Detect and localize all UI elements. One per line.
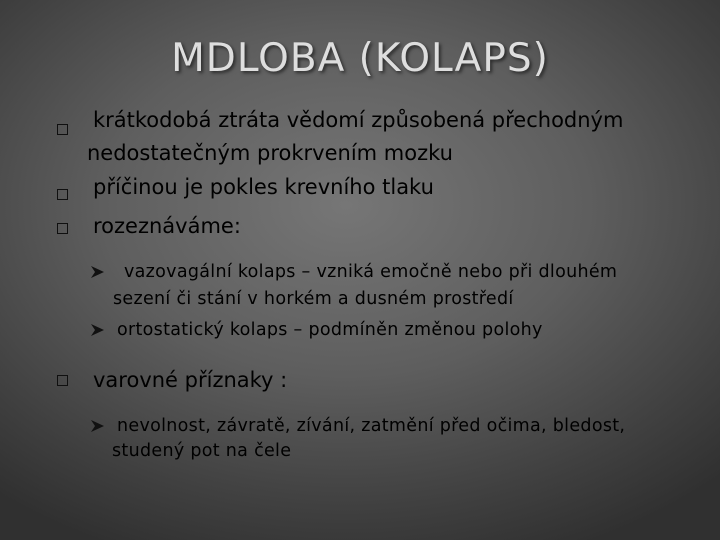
bullet-text: krátkodobá ztráta vědomí způsobená přechodným bbox=[93, 108, 624, 132]
sub-bullet-text: sezení či stání v horkém a dusném prostředí bbox=[113, 289, 514, 309]
sub-bullet-text: studený pot na čele bbox=[112, 441, 292, 461]
bullet-text: rozeznáváme: bbox=[93, 214, 241, 238]
bullet-text: varovné příznaky : bbox=[93, 368, 288, 392]
arrow-bullet-icon bbox=[91, 420, 104, 432]
bullet-text: příčinou je pokles krevního tlaku bbox=[93, 175, 434, 199]
sub-bullet-text: vazovagální kolaps – vzniká emočně nebo při dlouhém bbox=[124, 262, 618, 282]
square-bullet-icon bbox=[57, 375, 68, 386]
slide-title: MDLOBA (KOLAPS) bbox=[171, 36, 549, 81]
square-bullet-icon bbox=[57, 223, 68, 234]
sub-bullet-text: nevolnost, závratě, zívání, zatmění před očima, bledost, bbox=[117, 416, 626, 436]
arrow-bullet-icon bbox=[91, 266, 104, 278]
square-bullet-icon bbox=[57, 124, 68, 135]
arrow-bullet-icon bbox=[91, 324, 104, 336]
bullet-text: nedostatečným prokrvením mozku bbox=[87, 141, 453, 165]
square-bullet-icon bbox=[57, 189, 68, 200]
sub-bullet-text: ortostatický kolaps – podmíněn změnou polohy bbox=[117, 320, 543, 340]
